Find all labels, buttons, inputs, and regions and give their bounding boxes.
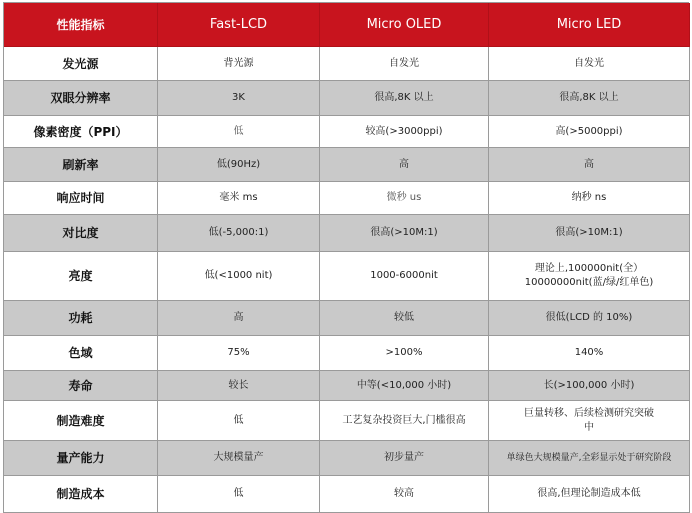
table-header-row bbox=[4, 3, 689, 47]
cell-fast-lcd: 较长 bbox=[158, 371, 320, 401]
cell-micro-led: 很高,8K 以上 bbox=[489, 81, 690, 116]
table-row bbox=[4, 336, 689, 371]
cell-micro-oled: >100% bbox=[320, 336, 489, 371]
cell-micro-led: 高 bbox=[489, 148, 690, 182]
cell-fast-lcd: 低(-5,000:1) bbox=[158, 215, 320, 252]
cell-micro-led: 很低(LCD 的 10%) bbox=[489, 301, 690, 336]
table-row bbox=[4, 252, 689, 301]
cell-micro-oled: 初步量产 bbox=[320, 441, 489, 476]
row-label: 功耗 bbox=[4, 301, 158, 336]
cell-micro-led: 很高,但理论制造成本低 bbox=[489, 476, 690, 513]
row-label: 刷新率 bbox=[4, 148, 158, 182]
table-row bbox=[4, 215, 689, 252]
cell-micro-led: 140% bbox=[489, 336, 690, 371]
cell-micro-led: 长(>100,000 小时) bbox=[489, 371, 690, 401]
row-label: 双眼分辨率 bbox=[4, 81, 158, 116]
comparison-table bbox=[3, 2, 689, 513]
cell-fast-lcd: 低(<1000 nit) bbox=[158, 252, 320, 301]
row-label: 发光源 bbox=[4, 47, 158, 81]
cell-micro-led: 理论上,100000nit(全） 10000000nit(蓝/绿/红单色) bbox=[489, 252, 690, 301]
table-row bbox=[4, 182, 689, 215]
cell-micro-oled: 工艺复杂投资巨大,门槛很高 bbox=[320, 401, 489, 441]
cell-micro-oled: 1000-6000nit bbox=[320, 252, 489, 301]
cell-fast-lcd: 3K bbox=[158, 81, 320, 116]
cell-micro-oled: 较高(>3000ppi) bbox=[320, 116, 489, 148]
table-row bbox=[4, 476, 689, 513]
cell-micro-led: 高(>5000ppi) bbox=[489, 116, 690, 148]
table-row bbox=[4, 116, 689, 148]
row-label: 量产能力 bbox=[4, 441, 158, 476]
cell-micro-oled: 很高(>10M:1) bbox=[320, 215, 489, 252]
cell-fast-lcd: 毫米 ms bbox=[158, 182, 320, 215]
cell-micro-led: 巨量转移、后续检测研究突破 中 bbox=[489, 401, 690, 441]
table-row bbox=[4, 441, 689, 476]
cell-fast-lcd: 背光源 bbox=[158, 47, 320, 81]
row-label: 像素密度（PPI） bbox=[4, 116, 158, 148]
row-label: 制造难度 bbox=[4, 401, 158, 441]
table-row bbox=[4, 81, 689, 116]
cell-micro-led: 纳秒 ns bbox=[489, 182, 690, 215]
table-row bbox=[4, 401, 689, 441]
row-label: 制造成本 bbox=[4, 476, 158, 513]
cell-fast-lcd: 低 bbox=[158, 401, 320, 441]
table-row bbox=[4, 47, 689, 81]
cell-micro-oled: 很高,8K 以上 bbox=[320, 81, 489, 116]
header-micro-oled: Micro OLED bbox=[320, 3, 489, 47]
row-label: 亮度 bbox=[4, 252, 158, 301]
cell-micro-led: 单绿色大规模量产,全彩显示处于研究阶段 bbox=[489, 441, 690, 476]
cell-fast-lcd: 75% bbox=[158, 336, 320, 371]
table-row bbox=[4, 371, 689, 401]
cell-fast-lcd: 低(90Hz) bbox=[158, 148, 320, 182]
header-metric: 性能指标 bbox=[4, 3, 158, 47]
cell-micro-oled: 较低 bbox=[320, 301, 489, 336]
header-micro-led: Micro LED bbox=[489, 3, 690, 47]
row-label: 寿命 bbox=[4, 371, 158, 401]
cell-fast-lcd: 高 bbox=[158, 301, 320, 336]
cell-micro-led: 很高(>10M:1) bbox=[489, 215, 690, 252]
table-row bbox=[4, 148, 689, 182]
cell-micro-oled: 微秒 us bbox=[320, 182, 489, 215]
cell-micro-oled: 较高 bbox=[320, 476, 489, 513]
row-label: 对比度 bbox=[4, 215, 158, 252]
cell-fast-lcd: 大规模量产 bbox=[158, 441, 320, 476]
cell-fast-lcd: 低 bbox=[158, 476, 320, 513]
cell-micro-oled: 自发光 bbox=[320, 47, 489, 81]
header-fast-lcd: Fast-LCD bbox=[158, 3, 320, 47]
row-label: 色域 bbox=[4, 336, 158, 371]
cell-micro-oled: 中等(<10,000 小时) bbox=[320, 371, 489, 401]
cell-fast-lcd: 低 bbox=[158, 116, 320, 148]
table-row bbox=[4, 301, 689, 336]
cell-micro-oled: 高 bbox=[320, 148, 489, 182]
cell-micro-led: 自发光 bbox=[489, 47, 690, 81]
row-label: 响应时间 bbox=[4, 182, 158, 215]
